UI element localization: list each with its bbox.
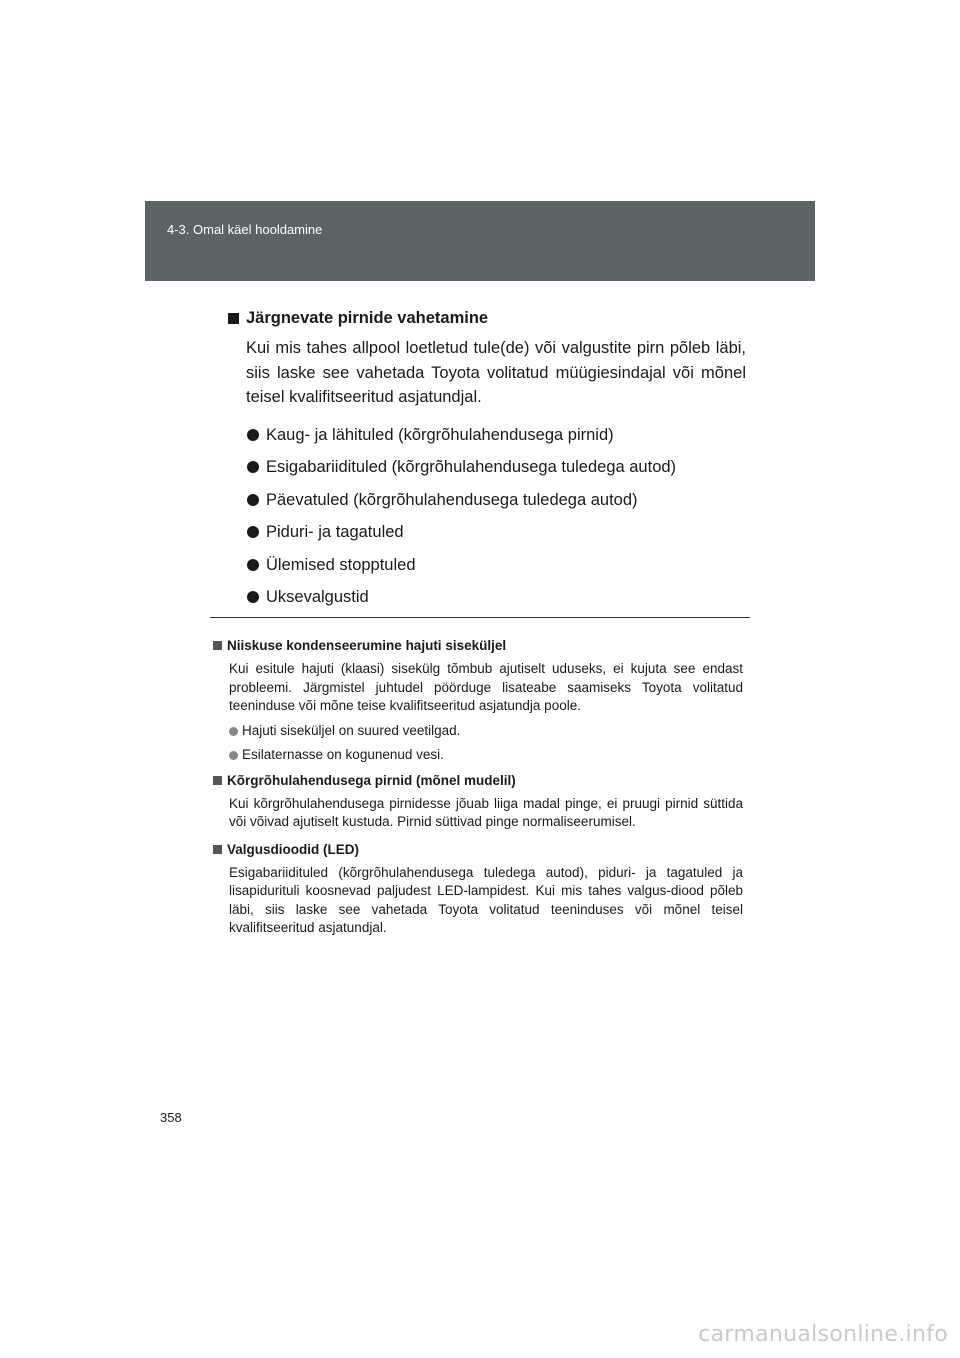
list-item: Esilaternasse on kogunenud vesi. — [229, 746, 743, 765]
note-text: Esigabariidituled (kõrgrõhulahendusega tuledega autod), piduri- ja tagatuled ja lisapidurituli koosnevad paljudest LED-lampidest. Kui mis tahes valgus-diood põleb läbi, siis laske see vahetada Toyota volitatud teeninduses või mõnel teisel kvalifitseeritud asjatundjal. — [229, 864, 743, 935]
section-divider — [210, 617, 750, 618]
section-title: 4-3. Omal käel hooldamine — [167, 222, 323, 237]
square-bullet-icon — [228, 313, 239, 324]
page-number: 358 — [160, 1110, 182, 1125]
bullet-dot-icon — [247, 526, 259, 538]
bullet-dot-icon — [229, 727, 238, 736]
section-header-band — [145, 201, 815, 281]
bullet-dot-icon — [247, 461, 259, 473]
note-heading: Valgusdioodid (LED) — [213, 840, 743, 859]
square-bullet-icon — [213, 776, 222, 785]
note-heading: Kõrgrõhulahendusega pirnid (mõnel mudelil) — [213, 771, 743, 790]
note-list — [229, 722, 743, 765]
list-item: Uksevalgustid — [246, 585, 746, 609]
note-hid-bulbs — [213, 771, 743, 832]
list-item: Hajuti siseküljel on suured veetilgad. — [229, 722, 743, 741]
watermark: carmanualsonline.info — [698, 1322, 948, 1347]
note-heading: Niiskuse kondenseerumine hajuti siseküljel — [213, 636, 743, 655]
main-heading-text: Järgnevate pirnide vahetamine — [246, 309, 489, 327]
bullet-dot-icon — [247, 429, 259, 441]
list-item: Päevatuled (kõrgrõhulahendusega tuledega autod) — [246, 488, 746, 512]
list-item: Ülemised stopptuled — [246, 553, 746, 577]
list-item: Piduri- ja tagatuled — [246, 520, 746, 544]
main-content — [228, 306, 746, 618]
bullet-dot-icon — [247, 591, 259, 603]
note-led — [213, 840, 743, 938]
bullet-dot-icon — [247, 559, 259, 571]
square-bullet-icon — [213, 845, 222, 854]
note-text: Kui esitule hajuti (klaasi) sisekülg tõmbub ajutiselt uduseks, ei kujuta see endast probleemi. Järgmistel juhtudel pöörduge lisateabe saamiseks Toyota volitatud teeninduse või mõne teise kvalifitseeritud asjatundja poole. — [229, 661, 743, 713]
list-item: Kaug- ja lähituled (kõrgrõhulahendusega pirnid) — [246, 423, 746, 447]
list-item: Esigabariidituled (kõrgrõhulahendusega tuledega autod) — [246, 455, 746, 479]
bullet-dot-icon — [229, 751, 238, 760]
notes-section — [213, 636, 743, 938]
bulb-list — [246, 423, 746, 610]
bullet-dot-icon — [247, 494, 259, 506]
main-paragraph: Kui mis tahes allpool loetletud tule(de) või valgustite pirn põleb läbi, siis laske see vahetada Toyota volitatud müügiesindajal või mõnel teisel kvalifitseeritud asjatundjal. — [246, 339, 746, 406]
note-text: Kui kõrgrõhulahendusega pirnidesse jõuab liiga madal pinge, ei pruugi pirnid süttida või võivad ajutiselt kustuda. Pirnid süttivad pinge normaliseerumisel. — [229, 795, 743, 829]
main-heading — [228, 306, 746, 330]
note-condensation — [213, 636, 743, 765]
square-bullet-icon — [213, 641, 222, 650]
